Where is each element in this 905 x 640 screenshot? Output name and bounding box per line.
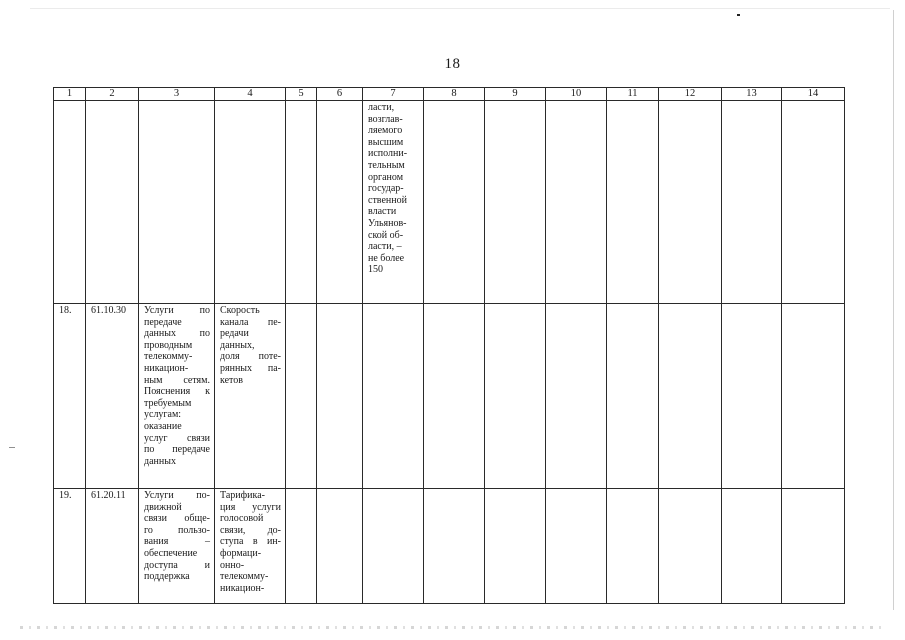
table-cell [485,304,546,489]
table-cell [139,101,215,304]
table-cell [607,304,659,489]
scan-mark-left [9,447,15,448]
table-cell [659,304,722,489]
table-cell [286,489,317,604]
table-cell [363,489,424,604]
scan-edge-top [30,8,890,9]
table-cell [286,101,317,304]
page-number: 18 [444,56,461,72]
description-cell: Услуги по передаче данных по проводным телекомму- никацион- ным сетям. Пояснения к требуемым услугам: оказание услуг связи по передаче данных [139,304,215,489]
table-cell [722,101,782,304]
table-cell [363,304,424,489]
table-cell [424,304,485,489]
header-cell: 3 [139,88,215,101]
table-cell [659,101,722,304]
table-cell [317,489,363,604]
table-cell [424,489,485,604]
table-cell [782,304,845,489]
header-cell: 6 [317,88,363,101]
table-cell [546,489,607,604]
table-cell [722,489,782,604]
table-cell [86,101,139,304]
table-cell [607,101,659,304]
table-cell [317,101,363,304]
table-cell [722,304,782,489]
table-cell [54,101,86,304]
code-cell: 61.20.11 [86,489,139,604]
header-cell: 2 [86,88,139,101]
table-cell [424,101,485,304]
table-cell [485,489,546,604]
table-cell [659,489,722,604]
table-row-continuation [54,101,845,304]
data-table [53,87,845,604]
table-header-row [54,88,845,101]
row-number-cell: 18. [54,304,86,489]
header-cell: 13 [722,88,782,101]
table-cell [215,101,286,304]
header-cell: 5 [286,88,317,101]
scan-edge-right [893,10,894,610]
scan-noise [20,626,885,629]
header-cell: 11 [607,88,659,101]
row-number-cell: 19. [54,489,86,604]
header-cell: 8 [424,88,485,101]
table-row [54,489,845,604]
scan-speck [737,14,740,16]
header-cell: 9 [485,88,546,101]
table-row [54,304,845,489]
table-cell [782,489,845,604]
code-cell: 61.10.30 [86,304,139,489]
table-cell [782,101,845,304]
table-cell [546,304,607,489]
characteristic-cell: Тарифика- ция услуги голосовой связи, до- ступа в ин- формаци- онно- телекомму- никацион- [215,489,286,604]
continued-text-cell: ласти, возглав- ляемого высшим исполни- тельным органом государ- ственной власти Ульянов- ской об- ласти, – не более 150 [363,101,424,304]
table-cell [286,304,317,489]
table-cell [485,101,546,304]
header-cell: 1 [54,88,86,101]
characteristic-cell: Скорость канала пе- редачи данных, доля поте- рянных па- кетов [215,304,286,489]
description-cell: Услуги по- движной связи обще- го пользо- вания – обеспечение доступа и поддержка [139,489,215,604]
header-cell: 14 [782,88,845,101]
table-cell [317,304,363,489]
table-cell [546,101,607,304]
header-cell: 12 [659,88,722,101]
header-cell: 10 [546,88,607,101]
header-cell: 7 [363,88,424,101]
header-cell: 4 [215,88,286,101]
table-cell [607,489,659,604]
